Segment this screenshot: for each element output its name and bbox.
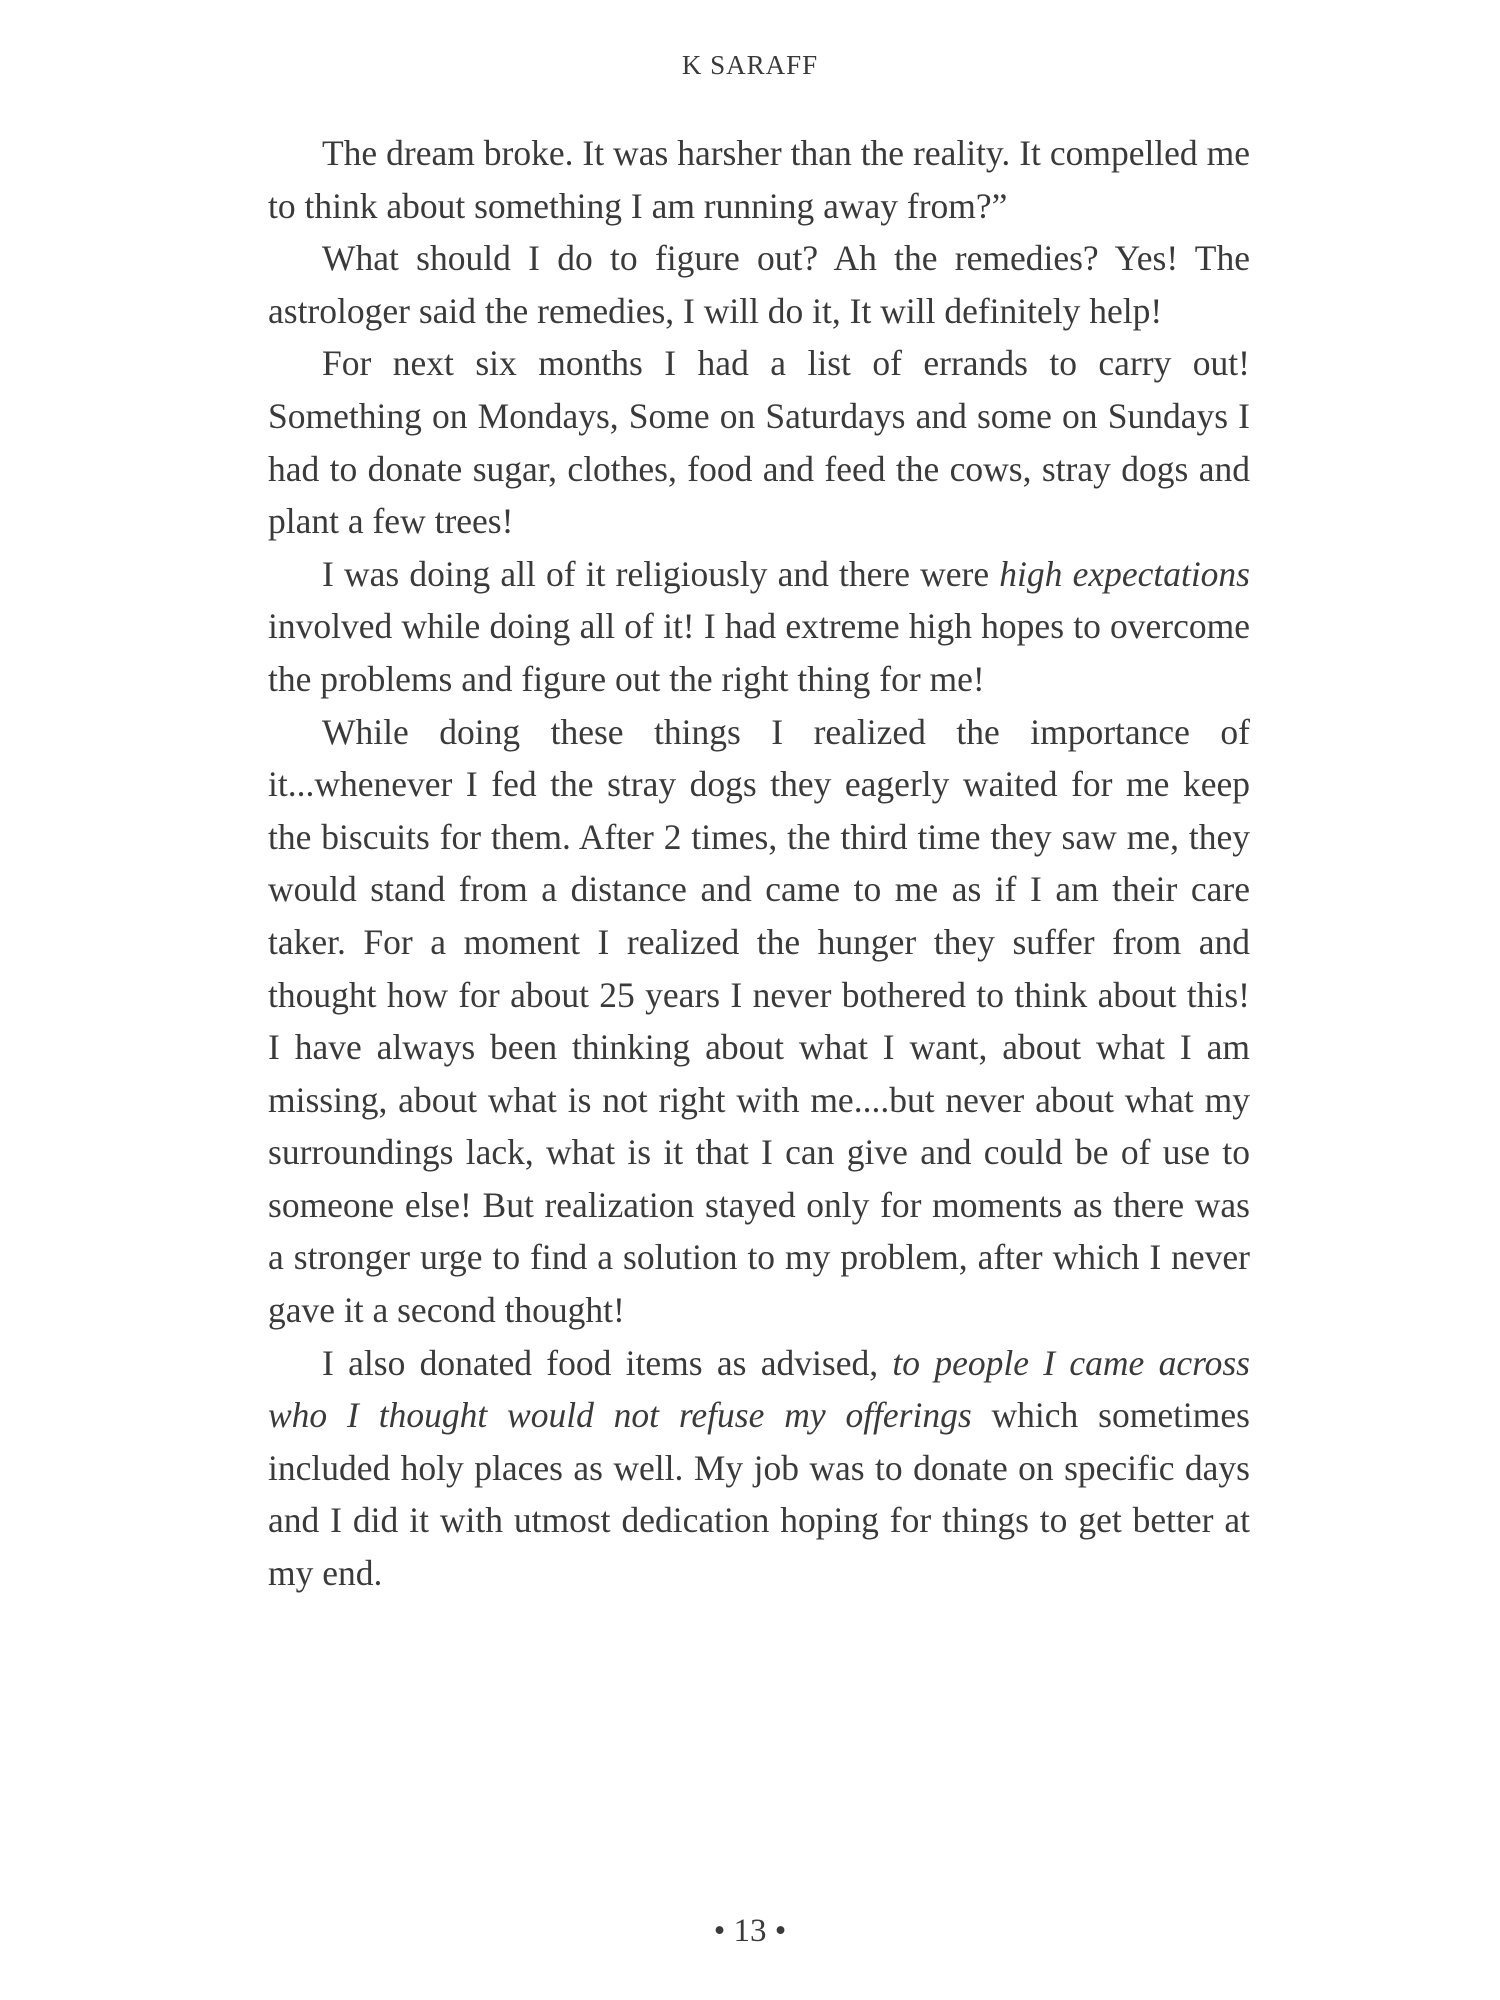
body-text bbox=[268, 127, 1250, 1600]
paragraph-4-text-end: involved while doing all of it! I had extreme high hopes to overcome the problems and figure out the right thing for me! bbox=[268, 606, 1250, 699]
paragraph-6 bbox=[268, 1337, 1250, 1600]
paragraph-4 bbox=[268, 548, 1250, 706]
paragraph-2: What should I do to figure out? Ah the remedies? Yes! The astrologer said the remedies, I will do it, It will definitely help! bbox=[268, 238, 1250, 331]
paragraph-5: While doing these things I realized the importance of it...whenever I fed the stray dogs they eagerly waited for me keep the biscuits for them. After 2 times, the third time they saw me, they would stand from a distance and came to me as if I am their care taker. For a moment I realized the hunger they suffer from and thought how for about 25 years I never bothered to think about this! I have always been thinking about what I want, about what I am missing, about what is not right with me....but never about what my surroundings lack, what is it that I can give and could be of use to someone else! But realization stayed only for moments as there was a stronger urge to find a solution to my problem, after which I never gave it a second thought! bbox=[268, 711, 1250, 1331]
paragraph-6-emphasis: to people I came across who I thought would not refuse my offerings bbox=[268, 1342, 1250, 1436]
paragraph-3: For next six months I had a list of errands to carry out! Something on Mondays, Some on Saturdays and some on Sundays I had to donate sugar, clothes, food and feed the cows, stray dogs and plant a few trees! bbox=[268, 343, 1250, 542]
page-number: • 13 • bbox=[713, 1913, 787, 1949]
paragraph-6-text-end: which sometimes included holy places as well. My job was to donate on specific days and I did it with utmost dedication hoping for things to get better at my end. bbox=[268, 1395, 1250, 1594]
running-head: K SARAFF bbox=[681, 50, 819, 80]
paragraph-4-text-start: I was doing all of it religiously and there were bbox=[322, 553, 1000, 594]
paragraph-4-emphasis: high expectations bbox=[999, 553, 1250, 594]
paragraph-1: The dream broke. It was harsher than the reality. It compelled me to think about something I am running away from?” bbox=[268, 133, 1250, 226]
paragraph-6-text-start: I also donated food items as advised, bbox=[322, 1342, 893, 1383]
